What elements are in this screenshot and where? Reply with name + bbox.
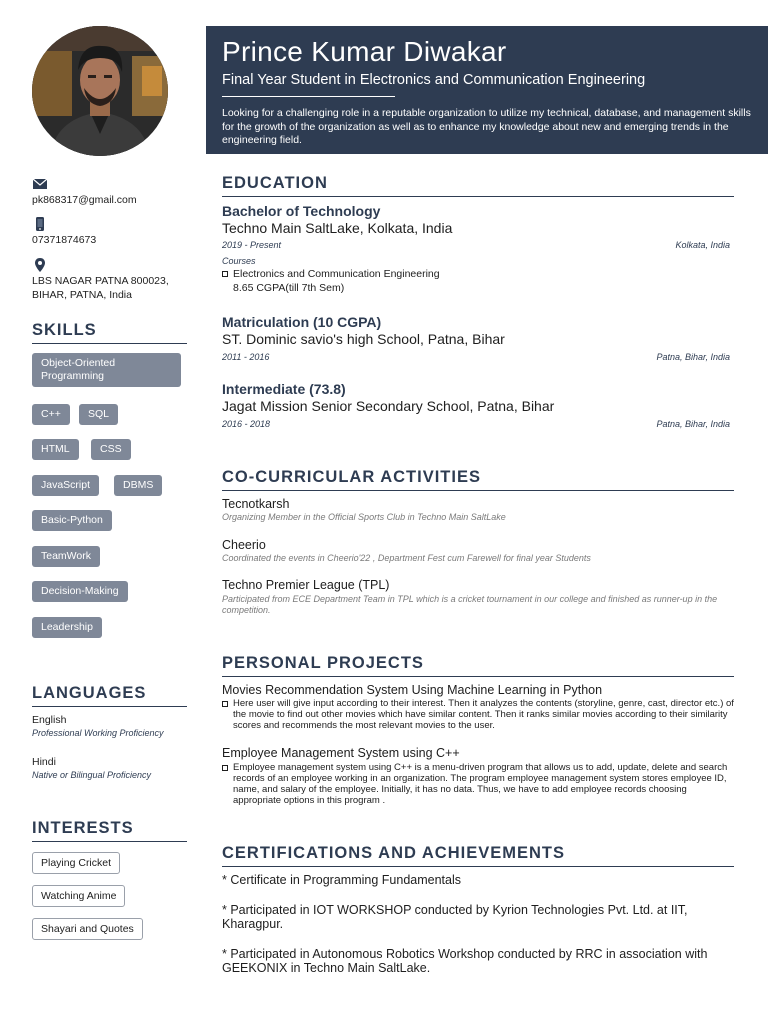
language-name: Hindi — [32, 756, 56, 768]
profile-photo — [32, 26, 168, 156]
phone-text: 07371874673 — [32, 234, 97, 246]
project-title: Movies Recommendation System Using Machine Learning in Python — [222, 683, 603, 697]
candidate-name: Prince Kumar Diwakar — [222, 36, 507, 67]
candidate-subtitle: Final Year Student in Electronics and Communication Engineering — [222, 72, 646, 88]
skill-tag: HTML — [32, 439, 79, 460]
project-description — [222, 762, 734, 806]
square-bullet-icon — [222, 701, 228, 707]
education-location: Patna, Bihar, India — [656, 419, 730, 429]
skill-tag: DBMS — [114, 475, 162, 496]
left-column — [0, 0, 206, 1024]
education-location: Kolkata, India — [675, 240, 730, 250]
projects-heading: PERSONAL PROJECTS — [222, 654, 734, 677]
skill-tag: Basic-Python — [32, 510, 112, 531]
activity-description: Organizing Member in the Official Sports Club in Techno Main SaltLake — [222, 512, 506, 522]
courses-label: Courses — [222, 256, 256, 266]
contact-email — [32, 176, 137, 208]
interest-tag: Shayari and Quotes — [32, 918, 143, 940]
activity-description: Participated from ECE Department Team in TPL which is a cricket tournament in our college and finished as runner-up in the competition. — [222, 594, 718, 615]
project-description-text: Here user will give input according to their interest. Then it analyzes the contents (storyline, genre, cast, director etc.) of the movie to find out other movies which have similar content. Then it ranks similar movies according to their similarity scores and recommends the most relevant movies to the user. — [233, 698, 734, 731]
education-dates: 2019 - Present — [222, 240, 282, 250]
certification-item: * Certificate in Programming Fundamentals — [222, 873, 461, 887]
school-name: Jagat Mission Senior Secondary School, Patna, Bihar — [222, 398, 555, 414]
skill-tag: SQL — [79, 404, 118, 425]
profile-photo-image — [32, 26, 168, 156]
project-title: Employee Management System using C++ — [222, 746, 460, 760]
location-pin-icon — [32, 257, 48, 273]
interests-heading: INTERESTS — [32, 819, 187, 842]
contact-address — [32, 257, 169, 302]
phone-icon — [32, 216, 48, 232]
languages-heading: LANGUAGES — [32, 684, 187, 707]
education-heading: EDUCATION — [222, 174, 734, 197]
degree-title: Bachelor of Technology — [222, 203, 381, 219]
activity-description: Coordinated the events in Cheerio'22 , Department Fest cum Farewell for final year Students — [222, 553, 591, 563]
activity-title: Techno Premier League (TPL) — [222, 578, 390, 592]
course-grade: 8.65 CGPA(till 7th Sem) — [233, 282, 345, 294]
header-banner — [206, 26, 768, 154]
skill-tag: Object-Oriented Programming — [32, 353, 181, 387]
address-text: LBS NAGAR PATNA 800023, BIHAR, PATNA, India — [32, 275, 169, 301]
square-bullet-icon — [222, 765, 228, 771]
square-bullet-icon — [222, 271, 228, 277]
contact-phone — [32, 216, 96, 248]
certification-item: * Participated in IOT WORKSHOP conducted by Kyrion Technologies Pvt. Ltd. at IIT, Kharagpur. — [222, 903, 688, 931]
education-location: Patna, Bihar, India — [656, 352, 730, 362]
skill-tag: JavaScript — [32, 475, 99, 496]
school-name: ST. Dominic savio's high School, Patna, Bihar — [222, 331, 505, 347]
interest-tag: Watching Anime — [32, 885, 125, 907]
skill-tag: Leadership — [32, 617, 102, 638]
course-text: Electronics and Communication Engineering — [233, 268, 440, 280]
education-dates: 2016 - 2018 — [222, 419, 271, 429]
activities-heading: CO-CURRICULAR ACTIVITIES — [222, 468, 734, 491]
career-summary: Looking for a challenging role in a reputable organization to utilize my technical, database, and management skills for the growth of the organization as well as to enhance my knowledge about new and emerging trends in the engineering field. — [222, 107, 751, 146]
interest-tag: Playing Cricket — [32, 852, 120, 874]
skill-tag: CSS — [91, 439, 131, 460]
language-name: English — [32, 714, 67, 726]
envelope-icon — [32, 176, 48, 192]
project-description — [222, 698, 734, 731]
email-text[interactable]: pk868317@gmail.com — [32, 194, 137, 206]
certifications-heading: CERTIFICATIONS AND ACHIEVEMENTS — [222, 844, 734, 867]
degree-title: Matriculation (10 CGPA) — [222, 314, 382, 330]
skills-heading: SKILLS — [32, 321, 187, 344]
skill-tag: TeamWork — [32, 546, 100, 567]
header-divider — [222, 96, 395, 97]
course-item — [222, 268, 440, 281]
language-level: Professional Working Proficiency — [32, 728, 164, 738]
project-description-text: Employee management system using C++ is a menu-driven program that allows us to add, update, delete and search records of an employee working in an organization. The program employee management system stores employee ID, name, and salary of the employee. Initially, it has no data. Thus, we have to add employee records choosing appropriate options in this program . — [233, 762, 728, 806]
degree-title: Intermediate (73.8) — [222, 381, 346, 397]
activity-title: Tecnotkarsh — [222, 497, 290, 511]
education-dates: 2011 - 2016 — [222, 352, 270, 362]
skill-tag: C++ — [32, 404, 70, 425]
school-name: Techno Main SaltLake, Kolkata, India — [222, 220, 453, 236]
skill-tag: Decision-Making — [32, 581, 128, 602]
activity-title: Cheerio — [222, 538, 266, 552]
language-level: Native or Bilingual Proficiency — [32, 770, 152, 780]
certification-item: * Participated in Autonomous Robotics Workshop conducted by RRC in association with GEEKONIX in Techno Main SaltLake. — [222, 947, 708, 975]
